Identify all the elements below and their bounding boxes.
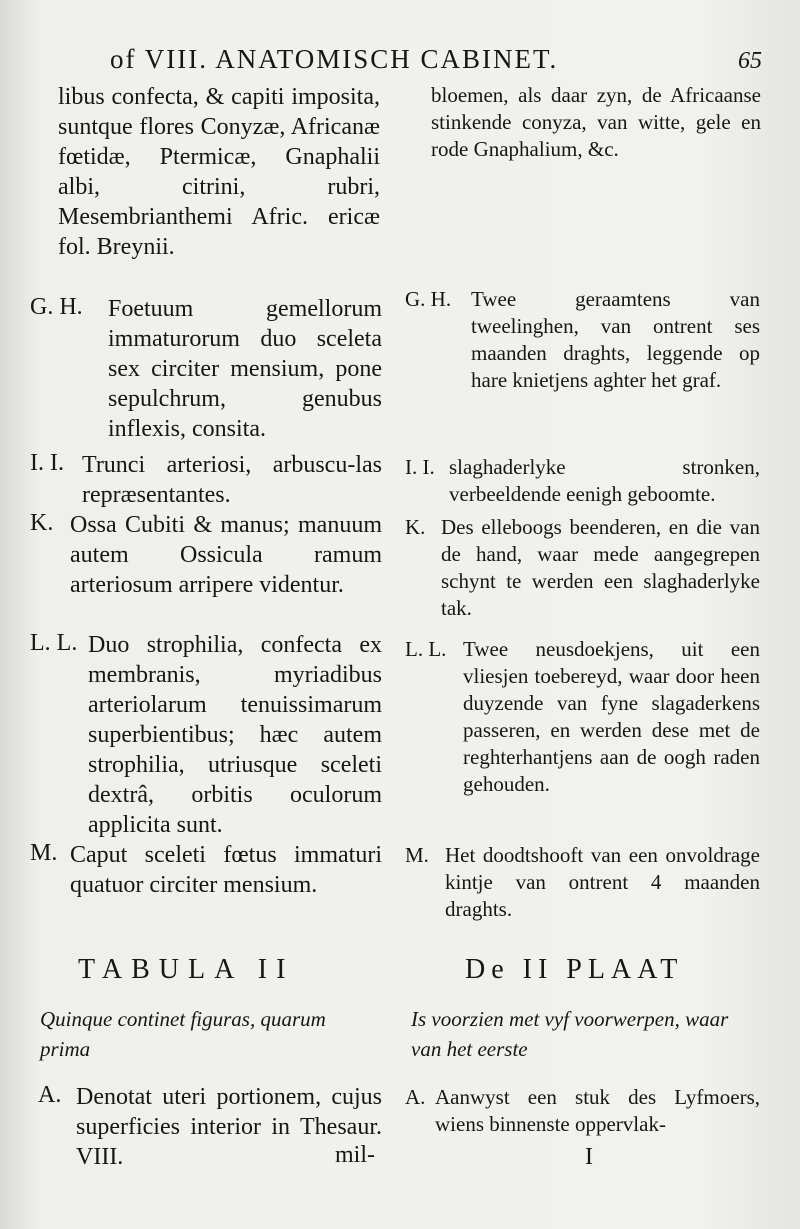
plaat-title: De II PLAAT — [465, 954, 684, 985]
dutch-intro: bloemen, als daar zyn, de Africaanse stinkende conyza, van witte, gele en rode Gnaphalium, &c. — [431, 83, 761, 161]
entry-key: G. H. — [30, 294, 83, 320]
entry-key: K. — [405, 515, 426, 539]
running-title: of VIII. ANATOMISCH CABINET. — [110, 44, 559, 74]
entry-key: M. — [405, 843, 429, 867]
entry-text: Caput sceleti fœtus immaturi quatuor circiter mensium. — [70, 842, 382, 898]
entry-text: Trunci arteriosi, arbuscu-las repræsentantes. — [82, 452, 382, 508]
entry-key: M. — [30, 840, 58, 866]
entry-key: L. L. — [30, 630, 78, 656]
plaat-subtitle: Is voorzien met vyf voorwerpen, waar van het eerste — [411, 1007, 729, 1061]
tabula-title: TABULA II — [78, 954, 295, 985]
entry-text: Ossa Cubiti & manus; manuum autem Ossicula ramum arteriosum arripere videntur. — [70, 512, 382, 598]
dutch-column — [405, 82, 760, 1222]
entry-key: G. H. — [405, 287, 452, 311]
entry-key: I. I. — [30, 450, 64, 476]
entry-text: Denotat uteri portionem, cujus superficies interior in Thesaur. VIII. — [76, 1084, 382, 1170]
entry-text: Foetuum gemellorum immaturorum duo sceleta sex circiter mensium, pone sepulchrum, genubus inflexis, consita. — [108, 296, 382, 442]
entry-text: Twee geraamtens van tweelinghen, van ontrent ses maanden draghts, leggende op hare knietjens aghter het graf. — [471, 287, 760, 392]
tabula-subtitle: Quinque continet figuras, quarum prima — [40, 1007, 326, 1061]
entry-text: Het doodtshooft van een onvoldrage kintje van ontrent 4 maanden draghts. — [445, 843, 760, 921]
entry-key: A. — [405, 1085, 426, 1109]
entry-key: K. — [30, 510, 54, 536]
signature-mark: I — [585, 1144, 593, 1170]
page-number: 65 — [738, 48, 762, 74]
entry-text: Des elleboogs beenderen, en die van de hand, waar mede aangegrepen schynt te werden een slaghaderlyke tak. — [441, 515, 760, 620]
entry-key: L. L. — [405, 637, 447, 661]
latin-intro: libus confecta, & capiti imposita, suntque flores Conyzæ, Africanæ fœtidæ, Ptermicæ, Gnaphalii albi, citrini, rubri, Mesembrianthemi Afric. ericæ fol. Breynii. — [58, 84, 380, 260]
entry-key: I. I. — [405, 455, 435, 479]
running-header — [95, 44, 770, 80]
latin-column — [30, 82, 382, 1222]
entry-text: Duo strophilia, confecta ex membranis, myriadibus arteriolarum tenuissimarum superbientibus; hæc autem strophilia, utriusque sceleti dextrâ, orbitis oculorum applicita sunt. — [88, 632, 382, 838]
entry-text: slaghaderlyke stronken, verbeeldende eenigh geboomte. — [449, 455, 760, 506]
catchword: mil- — [335, 1142, 375, 1168]
entry-text: Aanwyst een stuk des Lyfmoers, wiens binnenste oppervlak- — [435, 1085, 760, 1136]
entry-text: Twee neusdoekjens, uit een vliesjen toebereyd, waar door heen duyzende van fyne slagaderkens passeren, en werden dese met de reghterhantjens aan de oogh raden gehouden. — [463, 637, 760, 796]
entry-key: A. — [38, 1082, 62, 1108]
